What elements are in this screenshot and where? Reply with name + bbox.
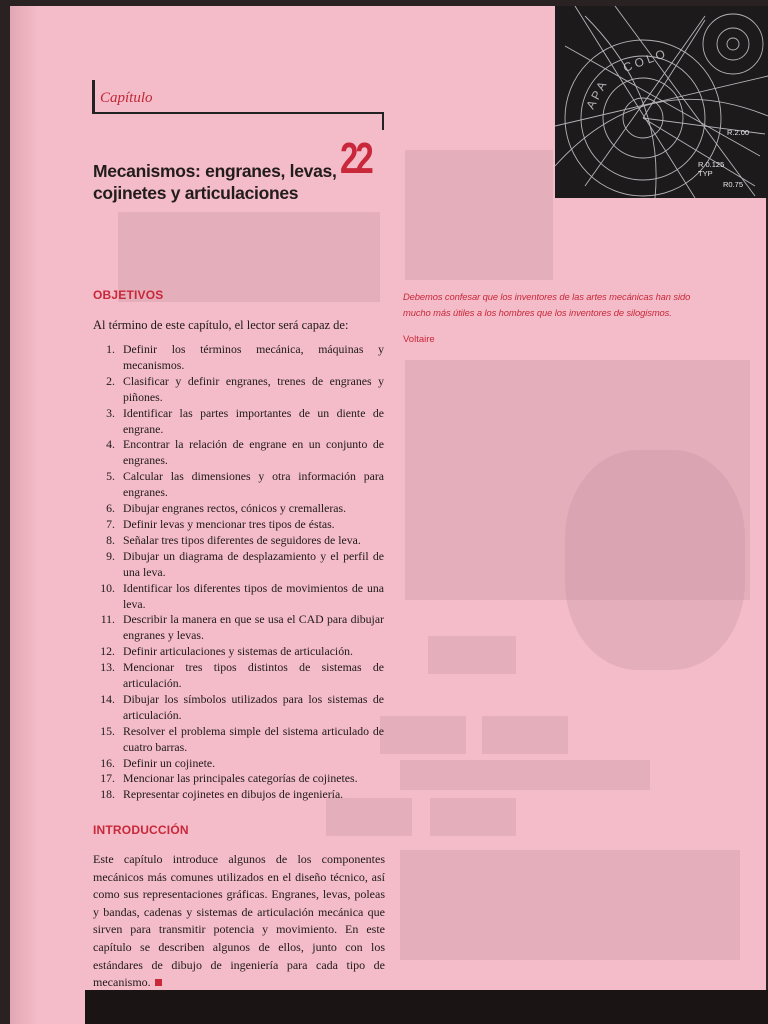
objective-number: 12. bbox=[100, 644, 115, 659]
objective-text: Encontrar la relación de engrane en un conjunto de engranes. bbox=[123, 437, 384, 468]
chapter-photo bbox=[555, 6, 768, 198]
objective-item bbox=[93, 692, 384, 724]
show-through-block bbox=[326, 798, 412, 836]
objective-text: Describir la manera en que se usa el CAD para dibujar engranes y levas. bbox=[123, 612, 384, 643]
epigraph-author: Voltaire bbox=[403, 334, 435, 345]
photo-label: R 0.125 bbox=[698, 160, 725, 169]
objective-text: Representar cojinetes en dibujos de ingeniería. bbox=[123, 787, 344, 802]
svg-text:A P A: A P A bbox=[583, 79, 610, 112]
show-through-block bbox=[400, 760, 650, 790]
objective-text: Definir levas y mencionar tres tipos de éstas. bbox=[123, 516, 335, 531]
objective-text: Calcular las dimensiones y otra información para engranes. bbox=[123, 469, 384, 500]
chapter-rule-horizontal bbox=[92, 112, 384, 114]
objective-number: 14. bbox=[100, 691, 115, 706]
objective-number: 9. bbox=[106, 548, 115, 563]
show-through-block bbox=[400, 850, 740, 960]
objectives-list bbox=[93, 342, 384, 803]
objective-number: 1. bbox=[106, 342, 115, 356]
objective-number: 7. bbox=[106, 516, 115, 531]
objective-text: Identificar las partes importantes de un diente de engrane. bbox=[123, 405, 384, 436]
objective-item bbox=[93, 406, 384, 438]
objective-text: Definir articulaciones y sistemas de articulación. bbox=[123, 644, 353, 659]
show-through-block bbox=[405, 150, 553, 280]
objective-item bbox=[93, 756, 384, 772]
objective-item bbox=[93, 437, 384, 469]
chapter-rule-end bbox=[382, 112, 384, 130]
objective-number: 10. bbox=[100, 580, 115, 595]
bottom-dark-band bbox=[85, 990, 768, 1024]
objectives-intro: Al término de este capítulo, el lector será capaz de: bbox=[93, 318, 349, 332]
photo-label: TYP bbox=[698, 169, 713, 178]
objective-text: Dibujar los símbolos utilizados para los sistemas de articulación. bbox=[123, 691, 384, 722]
objective-item bbox=[93, 644, 384, 660]
objective-item bbox=[93, 787, 384, 803]
objective-text: Señalar tres tipos diferentes de seguidores de leva. bbox=[123, 532, 361, 547]
gear-drawing-illustration bbox=[555, 6, 768, 198]
show-through-block bbox=[482, 716, 568, 754]
objective-text: Dibujar un diagrama de desplazamiento y el perfil de una leva. bbox=[123, 548, 384, 579]
chapter-number: 22 bbox=[340, 134, 371, 183]
objective-number: 16. bbox=[100, 755, 115, 770]
objective-item bbox=[93, 660, 384, 692]
show-through-block bbox=[380, 716, 466, 754]
svg-text:C O L O: C O L O bbox=[621, 46, 667, 75]
show-through-block bbox=[428, 636, 516, 674]
objective-item bbox=[93, 771, 384, 787]
introduction-text: Este capítulo introduce algunos de los componentes mecánicos más comunes utilizados en el diseño técnico, así como sus representaciones gráficas. Engranes, levas, poleas y bandas, cadenas y sistemas de articulación mecánica que sirven para transmitir potencia y movimiento. En este capítulo se describen algunos de ellos, junto con los estándares de dibujo de ingeniería para cada tipo de mecanismo. bbox=[93, 852, 385, 990]
introduction-paragraph bbox=[93, 851, 385, 992]
objective-item bbox=[93, 549, 384, 581]
objective-number: 13. bbox=[100, 660, 115, 675]
objective-number: 4. bbox=[106, 437, 115, 452]
objective-number: 11. bbox=[100, 612, 115, 627]
objective-item bbox=[93, 533, 384, 549]
photo-label: R0.75 bbox=[723, 180, 744, 189]
objective-item bbox=[93, 374, 384, 406]
objective-text: Definir un cojinete. bbox=[123, 755, 216, 770]
objective-text: Identificar los diferentes tipos de movimientos de una leva. bbox=[123, 580, 384, 611]
objective-text: Definir los términos mecánica, máquinas y mecanismos. bbox=[123, 342, 384, 372]
objective-number: 15. bbox=[100, 723, 115, 738]
objective-item bbox=[93, 581, 384, 613]
objective-number: 8. bbox=[106, 532, 115, 547]
objective-text: Clasificar y definir engranes, trenes de engranes y piñones. bbox=[123, 373, 384, 404]
objective-item bbox=[93, 612, 384, 644]
objective-item bbox=[93, 517, 384, 533]
objective-item bbox=[93, 342, 384, 374]
objective-item bbox=[93, 724, 384, 756]
show-through-block bbox=[430, 798, 516, 836]
photo-label: R.2.00 bbox=[727, 128, 750, 137]
objective-text: Mencionar las principales categorías de cojinetes. bbox=[123, 771, 358, 786]
objective-text: Resolver el problema simple del sistema articulado de cuatro barras. bbox=[123, 723, 384, 754]
objective-number: 6. bbox=[106, 501, 115, 516]
objective-number: 2. bbox=[106, 373, 115, 388]
objectives-heading: OBJETIVOS bbox=[93, 288, 164, 302]
objective-number: 18. bbox=[100, 787, 115, 802]
objective-text: Dibujar engranes rectos, cónicos y cremalleras. bbox=[123, 501, 347, 516]
page-binding bbox=[10, 6, 38, 1024]
end-of-section-square-icon bbox=[155, 979, 162, 986]
chapter-title: Mecanismos: engranes, levas, cojinetes y articulaciones bbox=[93, 161, 337, 203]
objective-number: 17. bbox=[100, 771, 115, 786]
introduction-heading: INTRODUCCIÓN bbox=[93, 823, 189, 837]
objective-item bbox=[93, 469, 384, 501]
objective-item bbox=[93, 501, 384, 517]
chapter-rule-vertical bbox=[92, 80, 95, 114]
epigraph-quote: Debemos confesar que los inventores de las artes mecánicas han sido mucho más útiles a los hombres que los inventores de silogismos. bbox=[403, 291, 691, 318]
objective-text: Mencionar tres tipos distintos de sistemas de articulación. bbox=[123, 660, 384, 691]
objective-number: 5. bbox=[106, 469, 115, 484]
show-through-block bbox=[565, 450, 745, 670]
objective-number: 3. bbox=[106, 405, 115, 420]
chapter-label: Capítulo bbox=[100, 90, 153, 106]
